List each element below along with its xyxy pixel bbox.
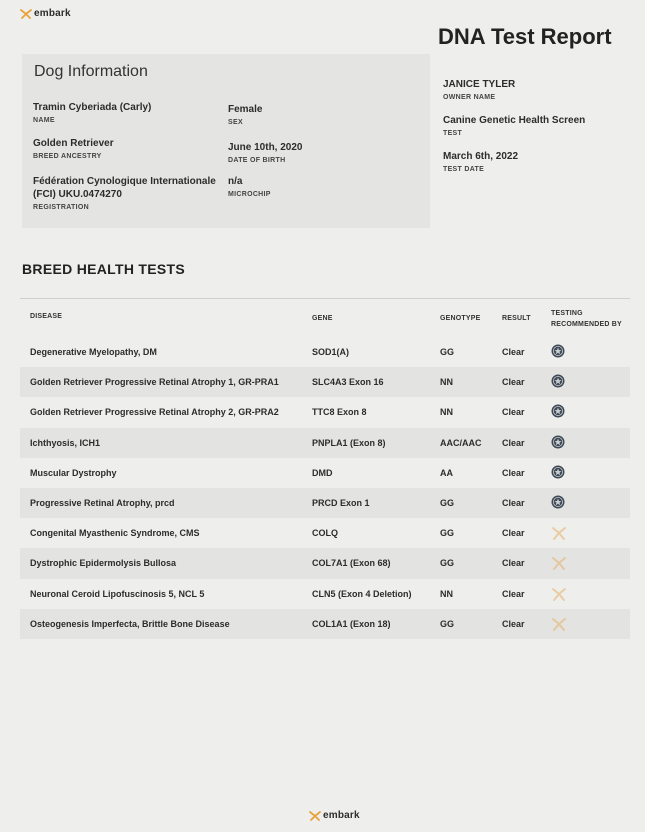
table-row xyxy=(20,488,630,518)
result-cell: Clear xyxy=(502,347,525,357)
gene-cell: COL1A1 (Exon 18) xyxy=(312,618,391,629)
dog-name-label: NAME xyxy=(33,117,55,124)
breed-value: Golden Retriever xyxy=(33,138,114,149)
genotype-cell: AA xyxy=(440,467,453,478)
dob-value: June 10th, 2020 xyxy=(228,142,303,153)
microchip-label: MICROCHIP xyxy=(228,191,271,198)
dog-name-value: Tramin Cyberiada (Carly) xyxy=(33,102,152,113)
table-row xyxy=(20,428,630,458)
sex-label: SEX xyxy=(228,119,243,126)
embark-star-icon xyxy=(20,9,32,19)
header-genotype: GENOTYPE xyxy=(440,315,481,322)
table-row xyxy=(20,397,630,427)
test-field xyxy=(443,114,585,137)
disease-cell: Muscular Dystrophy xyxy=(30,467,117,478)
gene-cell: PRCD Exon 1 xyxy=(312,497,370,508)
registration-label: REGISTRATION xyxy=(33,204,89,211)
embark-star-icon xyxy=(551,616,567,632)
breed-health-table xyxy=(20,298,630,639)
gene-cell: CLN5 (Exon 4 Deletion) xyxy=(312,588,412,599)
gene-cell: SOD1(A) xyxy=(312,347,350,357)
embark-star-icon xyxy=(551,525,567,541)
result-cell: Clear xyxy=(502,528,525,539)
test-date-label: TEST DATE xyxy=(443,166,485,173)
result-cell: Clear xyxy=(502,588,525,599)
logo-text: embark xyxy=(34,8,71,19)
gene-cell: COL7A1 (Exon 68) xyxy=(312,558,391,569)
sex-value: Female xyxy=(228,104,263,115)
header-disease: DISEASE xyxy=(30,313,63,320)
header-recommended-line1: TESTING xyxy=(551,310,583,317)
microchip-value: n/a xyxy=(228,176,243,187)
header-result: RESULT xyxy=(502,315,531,322)
genotype-cell: GG xyxy=(440,347,455,357)
report-title: DNA Test Report xyxy=(438,24,612,49)
disease-cell: Neuronal Ceroid Lipofuscinosis 5, NCL 5 xyxy=(30,588,205,599)
table-body xyxy=(20,337,630,639)
badge-icon xyxy=(551,495,567,511)
owner-value: JANICE TYLER xyxy=(443,79,516,90)
header-recommended xyxy=(551,308,622,330)
table-row xyxy=(20,609,630,639)
embark-star-icon xyxy=(309,811,321,821)
dog-information-title: Dog Information xyxy=(34,63,148,80)
owner-field xyxy=(443,78,515,101)
table-row xyxy=(20,458,630,488)
disease-cell: Progressive Retinal Atrophy, prcd xyxy=(30,497,175,508)
genotype-cell: GG xyxy=(440,497,455,508)
table-header xyxy=(20,299,630,337)
breed-field xyxy=(33,137,114,160)
embark-footer-logo xyxy=(309,810,360,821)
embark-star-icon xyxy=(551,555,567,571)
gene-cell: SLC4A3 Exon 16 xyxy=(312,377,384,388)
embark-star-icon xyxy=(551,586,567,602)
registration-value-line1: Fédération Cynologique Internationale xyxy=(33,176,216,187)
header-gene: GENE xyxy=(312,315,333,322)
disease-cell: Golden Retriever Progressive Retinal Atrophy 1, GR-PRA1 xyxy=(30,377,279,388)
result-cell: Clear xyxy=(502,467,525,478)
breed-label: BREED ANCESTRY xyxy=(33,153,102,160)
genotype-cell: GG xyxy=(440,528,455,539)
test-date-field xyxy=(443,150,518,173)
gene-cell: COLQ xyxy=(312,528,338,539)
disease-cell: Golden Retriever Progressive Retinal Atrophy 2, GR-PRA2 xyxy=(30,407,279,418)
disease-cell: Ichthyosis, ICH1 xyxy=(30,437,101,448)
dog-name-field xyxy=(33,101,151,124)
embark-logo xyxy=(20,8,71,19)
table-row xyxy=(20,548,630,578)
genotype-cell: GG xyxy=(440,558,455,569)
test-label: TEST xyxy=(443,130,463,137)
result-cell: Clear xyxy=(502,558,525,569)
test-date-value: March 6th, 2022 xyxy=(443,151,519,162)
genotype-cell: NN xyxy=(440,407,453,418)
result-cell: Clear xyxy=(502,437,525,448)
table-row xyxy=(20,337,630,367)
footer-logo-text: embark xyxy=(323,810,360,821)
breed-health-title: BREED HEALTH TESTS xyxy=(22,261,186,277)
badge-icon xyxy=(551,344,567,360)
badge-icon xyxy=(551,435,567,451)
owner-label: OWNER NAME xyxy=(443,94,496,101)
disease-cell: Degenerative Myelopathy, DM xyxy=(30,347,157,357)
dob-label: DATE OF BIRTH xyxy=(228,157,286,164)
gene-cell: TTC8 Exon 8 xyxy=(312,407,367,418)
genotype-cell: AAC/AAC xyxy=(440,437,482,448)
badge-icon xyxy=(551,374,567,390)
gene-cell: PNPLA1 (Exon 8) xyxy=(312,437,386,448)
microchip-field xyxy=(228,175,271,198)
disease-cell: Osteogenesis Imperfecta, Brittle Bone Disease xyxy=(30,618,230,629)
genotype-cell: GG xyxy=(440,618,455,629)
test-value: Canine Genetic Health Screen xyxy=(443,115,586,126)
registration-value-line2: (FCI) UKU.0474270 xyxy=(33,189,122,200)
result-cell: Clear xyxy=(502,377,525,388)
genotype-cell: NN xyxy=(440,588,453,599)
result-cell: Clear xyxy=(502,407,525,418)
badge-icon xyxy=(551,465,567,481)
genotype-cell: NN xyxy=(440,377,453,388)
sex-field xyxy=(228,103,262,126)
disease-cell: Congenital Myasthenic Syndrome, CMS xyxy=(30,528,200,539)
dog-information-panel xyxy=(22,54,430,228)
table-row xyxy=(20,579,630,609)
table-row xyxy=(20,367,630,397)
result-cell: Clear xyxy=(502,497,525,508)
table-row xyxy=(20,518,630,548)
dob-field xyxy=(228,141,302,164)
badge-icon xyxy=(551,404,567,420)
header-recommended-line2: RECOMMENDED BY xyxy=(551,321,622,328)
result-cell: Clear xyxy=(502,618,525,629)
registration-field xyxy=(33,175,216,211)
disease-cell: Dystrophic Epidermolysis Bullosa xyxy=(30,558,177,569)
gene-cell: DMD xyxy=(312,467,333,478)
